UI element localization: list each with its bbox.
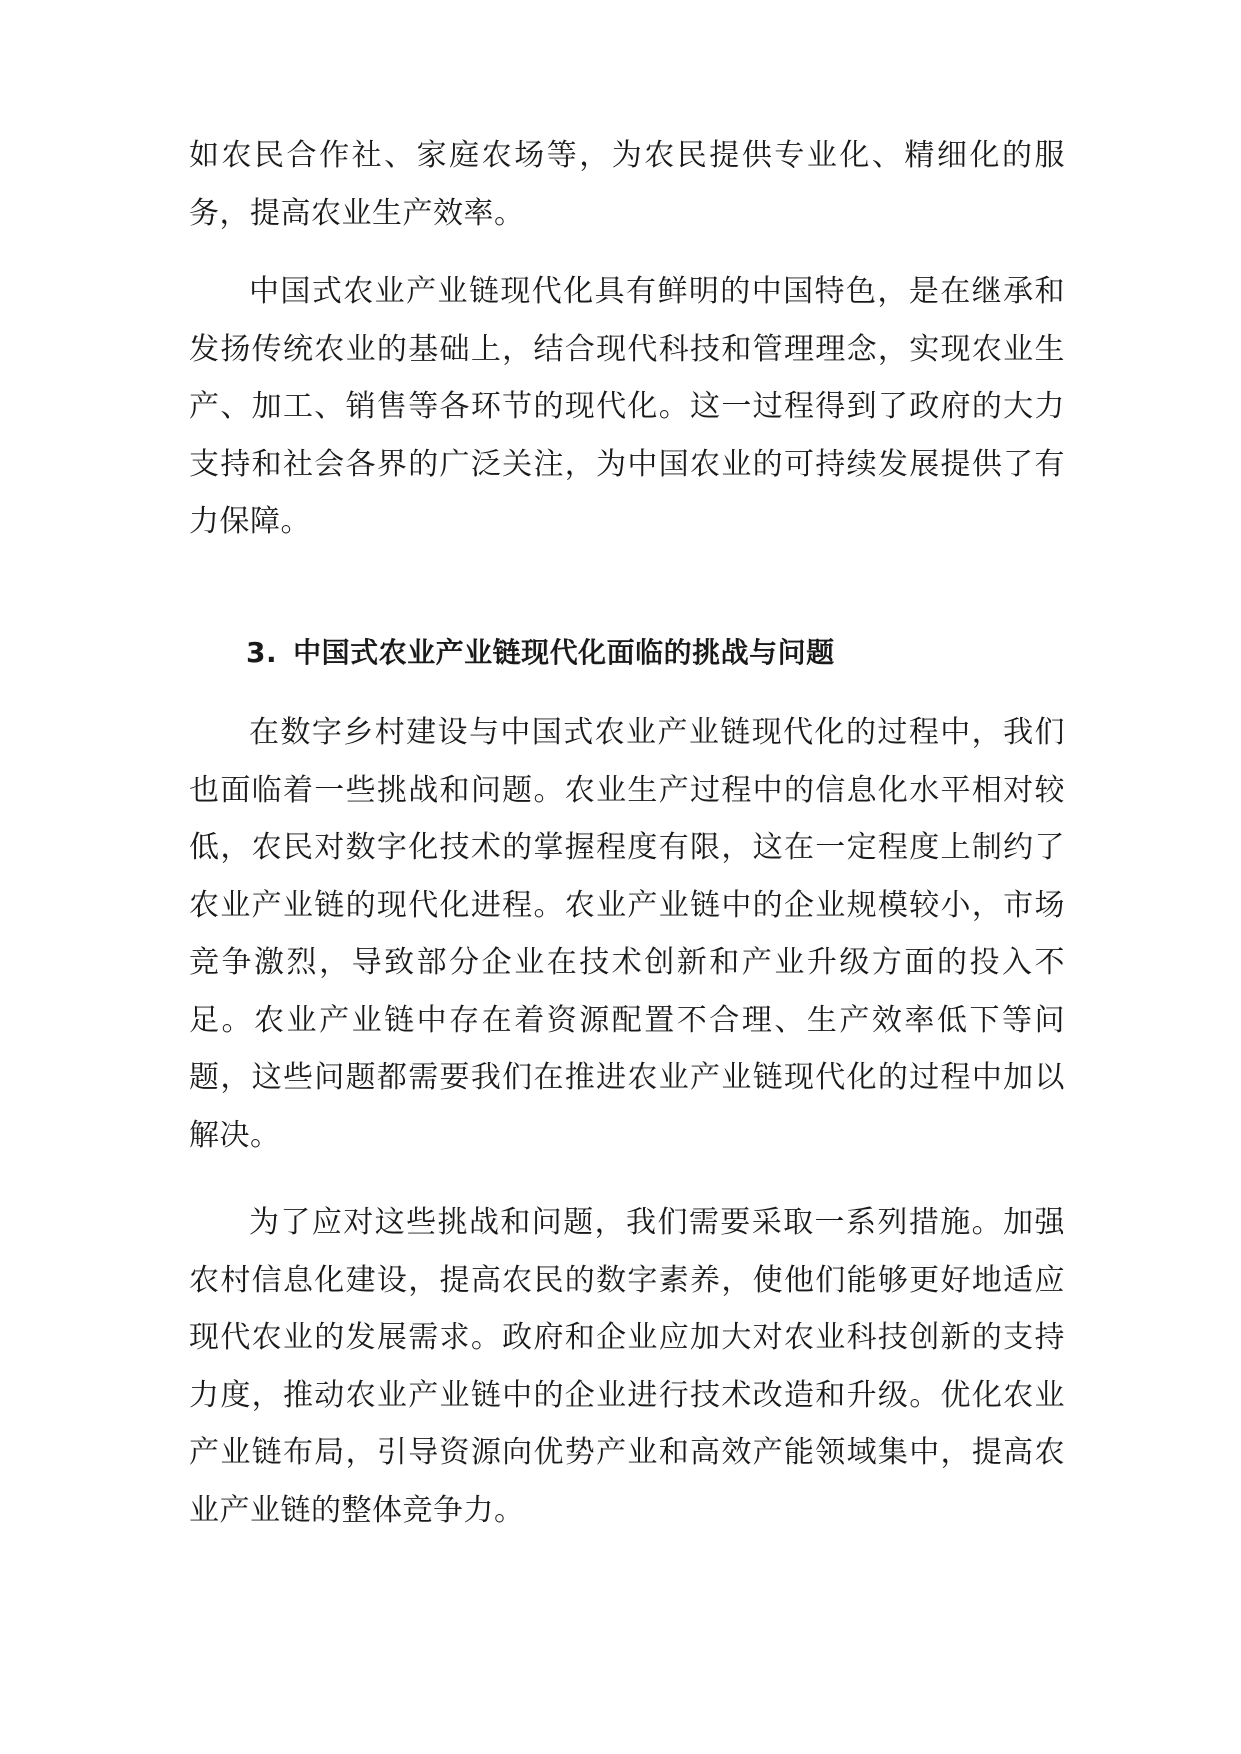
paragraph-characteristics: 中国式农业产业链现代化具有鲜明的中国特色，是在继承和发扬传统农业的基础上，结合现代科技和管理理念，实现农业生产、加工、销售等各环节的现代化。这一过程得到了政府的大力支持和社会各界的广泛关注，为中国农业的可持续发展提供了有力保障。 [189,274,1065,539]
section-title: 中国式农业产业链现代化面临的挑战与问题 [293,636,835,669]
section-number: 3. [246,636,278,669]
paragraph-measures: 为了应对这些挑战和问题，我们需要采取一系列措施。加强农村信息化建设，提高农民的数字素养，使他们能够更好地适应现代农业的发展需求。政府和企业应加大对农业科技创新的支持力度，推动农业产业链中的企业进行技术改造和升级。优化农业产业链布局，引导资源向优势产业和高效产能领域集中，提高农业产业链的整体竞争力。 [189,1205,1065,1528]
paragraph-continuation: 如农民合作社、家庭农场等，为农民提供专业化、精细化的服务，提高农业生产效率。 [189,138,1065,231]
section-heading [246,628,835,678]
paragraph-challenges: 在数字乡村建设与中国式农业产业链现代化的过程中，我们也面临着一些挑战和问题。农业生产过程中的信息化水平相对较低，农民对数字化技术的掌握程度有限，这在一定程度上制约了农业产业链的现代化进程。农业产业链中的企业规模较小，市场竞争激烈，导致部分企业在技术创新和产业升级方面的投入不足。农业产业链中存在着资源配置不合理、生产效率低下等问题，这些问题都需要我们在推进农业产业链现代化的过程中加以解决。 [189,715,1065,1153]
